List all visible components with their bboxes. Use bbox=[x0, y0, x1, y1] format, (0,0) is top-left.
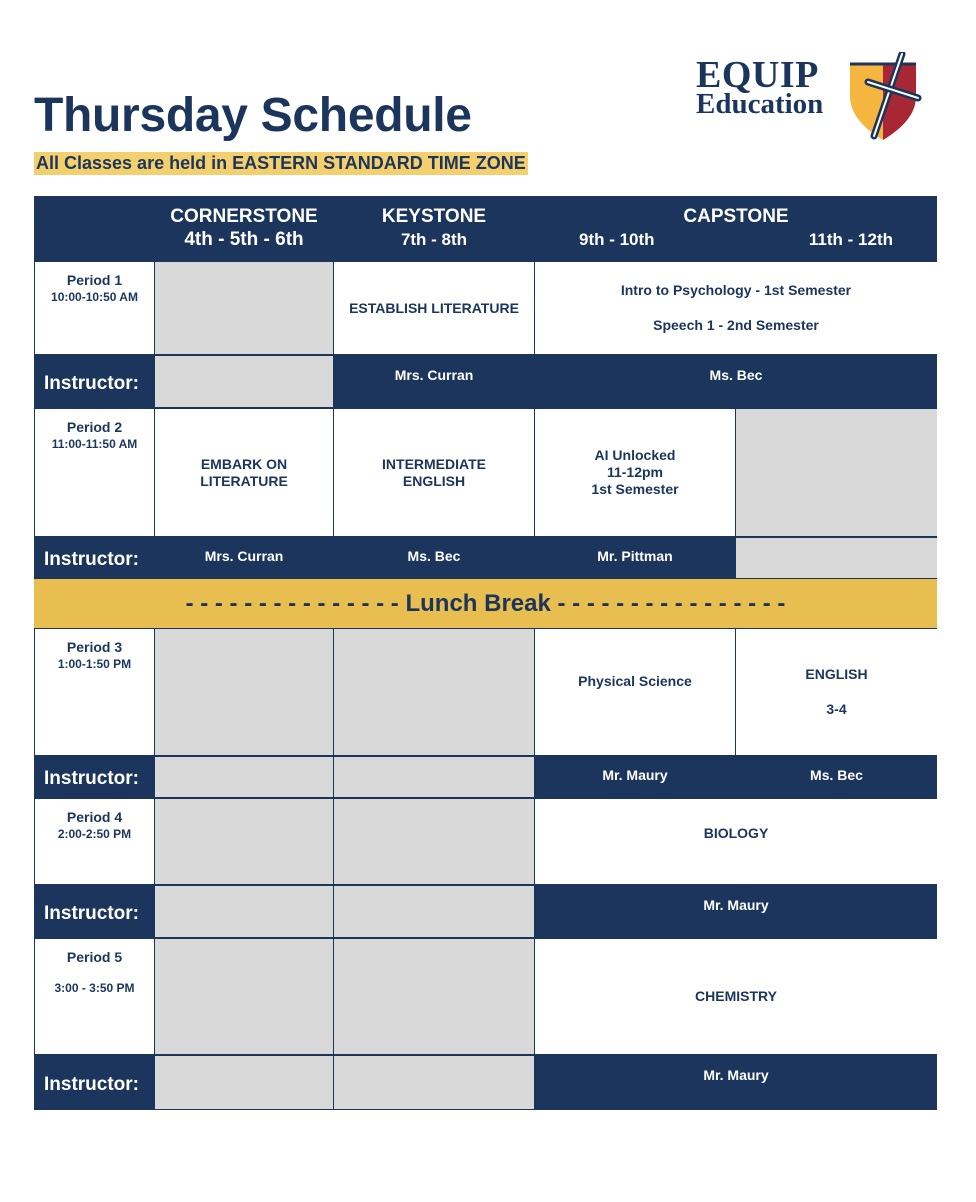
empty-cell bbox=[334, 939, 534, 1054]
period-3-capstone-english-class bbox=[736, 629, 937, 755]
cornerstone-grades: 4th - 5th - 6th bbox=[184, 229, 304, 250]
lunch-break-banner bbox=[34, 579, 937, 628]
instructor-label: Instructor: bbox=[34, 886, 154, 937]
period-1-label bbox=[35, 262, 154, 354]
period-name: Period 5 bbox=[66, 949, 123, 965]
capstone-grades-right: 11th - 12th bbox=[808, 230, 893, 249]
period-time: 3:00 - 3:50 PM bbox=[54, 981, 135, 995]
lunch-dashes-right: - - - - - - - - - - - - - - - - bbox=[557, 589, 786, 617]
logo-line-2: Education bbox=[696, 88, 824, 120]
class-name: BIOLOGY bbox=[703, 825, 769, 841]
period-2-cornerstone-instructor: Mrs. Curran bbox=[155, 538, 333, 578]
schedule-table bbox=[34, 196, 937, 1110]
corner-header-cell bbox=[34, 196, 154, 260]
class-name: ENGLISH bbox=[805, 666, 868, 682]
period-1-keystone-class bbox=[334, 262, 534, 354]
empty-cell bbox=[334, 1056, 534, 1109]
empty-cell bbox=[155, 757, 333, 797]
empty-cell bbox=[155, 356, 333, 407]
empty-cell bbox=[736, 409, 937, 536]
class-time: 11-12pm bbox=[606, 464, 664, 480]
period-time: 11:00-11:50 AM bbox=[51, 437, 138, 451]
class-name: ESTABLISH LITERATURE bbox=[349, 299, 519, 316]
empty-cell bbox=[155, 629, 333, 755]
class-name: AI Unlocked bbox=[594, 447, 676, 463]
period-4-label bbox=[35, 799, 154, 884]
period-2-keystone-instructor: Ms. Bec bbox=[334, 538, 534, 578]
time-zone-notice: All Classes are held in EASTERN STANDARD TIME ZONE bbox=[36, 153, 526, 173]
empty-cell bbox=[155, 886, 333, 937]
period-3-label bbox=[35, 629, 154, 755]
class-name: Intro to Psychology - 1st Semester bbox=[620, 282, 852, 298]
period-3-capstone-class bbox=[535, 629, 735, 755]
empty-cell bbox=[155, 1056, 333, 1109]
period-4-capstone-class bbox=[535, 799, 937, 884]
period-3-english-instructor: Ms. Bec bbox=[736, 757, 937, 797]
period-name: Period 4 bbox=[66, 809, 123, 825]
class-name: LITERATURE bbox=[200, 472, 288, 489]
period-5-capstone-instructor: Mr. Maury bbox=[535, 1056, 937, 1109]
period-5-capstone-class bbox=[535, 939, 937, 1054]
cornerstone-name: CORNERSTONE bbox=[170, 206, 318, 227]
empty-cell bbox=[334, 757, 534, 797]
empty-cell bbox=[155, 939, 333, 1054]
empty-cell bbox=[334, 629, 534, 755]
class-level: 3-4 bbox=[826, 701, 847, 717]
instructor-label: Instructor: bbox=[34, 356, 154, 407]
empty-cell bbox=[334, 886, 534, 937]
empty-cell bbox=[155, 799, 333, 884]
period-time: 2:00-2:50 PM bbox=[57, 827, 132, 841]
empty-cell bbox=[334, 799, 534, 884]
capstone-grades-left: 9th - 10th bbox=[579, 230, 655, 249]
period-time: 1:00-1:50 PM bbox=[57, 657, 132, 671]
period-time: 10:00-10:50 AM bbox=[51, 290, 138, 304]
period-4-capstone-instructor: Mr. Maury bbox=[535, 886, 937, 937]
class-name: CHEMISTRY bbox=[695, 988, 777, 1004]
keystone-name: KEYSTONE bbox=[381, 206, 487, 227]
period-3-capstone-instructor: Mr. Maury bbox=[535, 757, 735, 797]
page-title: Thursday Schedule bbox=[34, 89, 472, 142]
class-name: INTERMEDIATE bbox=[382, 455, 486, 472]
keystone-grades: 7th - 8th bbox=[400, 230, 468, 249]
period-name: Period 1 bbox=[66, 272, 123, 288]
instructor-label: Instructor: bbox=[34, 1056, 154, 1109]
period-5-label bbox=[35, 939, 154, 1054]
period-name: Period 3 bbox=[66, 639, 123, 655]
empty-cell bbox=[155, 262, 333, 354]
class-name: Physical Science bbox=[578, 672, 692, 689]
class-semester: 1st Semester bbox=[591, 481, 679, 497]
logo-line-1: EQUIP bbox=[696, 54, 819, 96]
period-2-keystone-class bbox=[334, 409, 534, 536]
equip-education-logo bbox=[696, 52, 932, 144]
empty-cell bbox=[736, 538, 937, 578]
period-2-capstone-class bbox=[535, 409, 735, 536]
lunch-label: Lunch Break bbox=[405, 589, 551, 617]
period-1-capstone-instructor: Ms. Bec bbox=[535, 356, 937, 407]
shield-cross-icon bbox=[846, 52, 932, 142]
class-name: Speech 1 - 2nd Semester bbox=[653, 317, 819, 333]
period-2-capstone-instructor: Mr. Pittman bbox=[535, 538, 735, 578]
capstone-name: CAPSTONE bbox=[683, 206, 789, 227]
period-2-cornerstone-class bbox=[155, 409, 333, 536]
class-name: EMBARK ON bbox=[200, 455, 288, 472]
capstone-header bbox=[535, 196, 937, 260]
period-1-capstone-class bbox=[535, 262, 937, 354]
class-name: ENGLISH bbox=[402, 472, 466, 489]
instructor-label: Instructor: bbox=[34, 757, 154, 797]
lunch-dashes-left: - - - - - - - - - - - - - - - bbox=[185, 589, 399, 617]
period-1-keystone-instructor: Mrs. Curran bbox=[334, 356, 534, 407]
period-2-label bbox=[35, 409, 154, 536]
instructor-label: Instructor: bbox=[34, 538, 154, 578]
period-name: Period 2 bbox=[66, 419, 123, 435]
keystone-header bbox=[334, 196, 534, 260]
cornerstone-header bbox=[155, 196, 333, 260]
